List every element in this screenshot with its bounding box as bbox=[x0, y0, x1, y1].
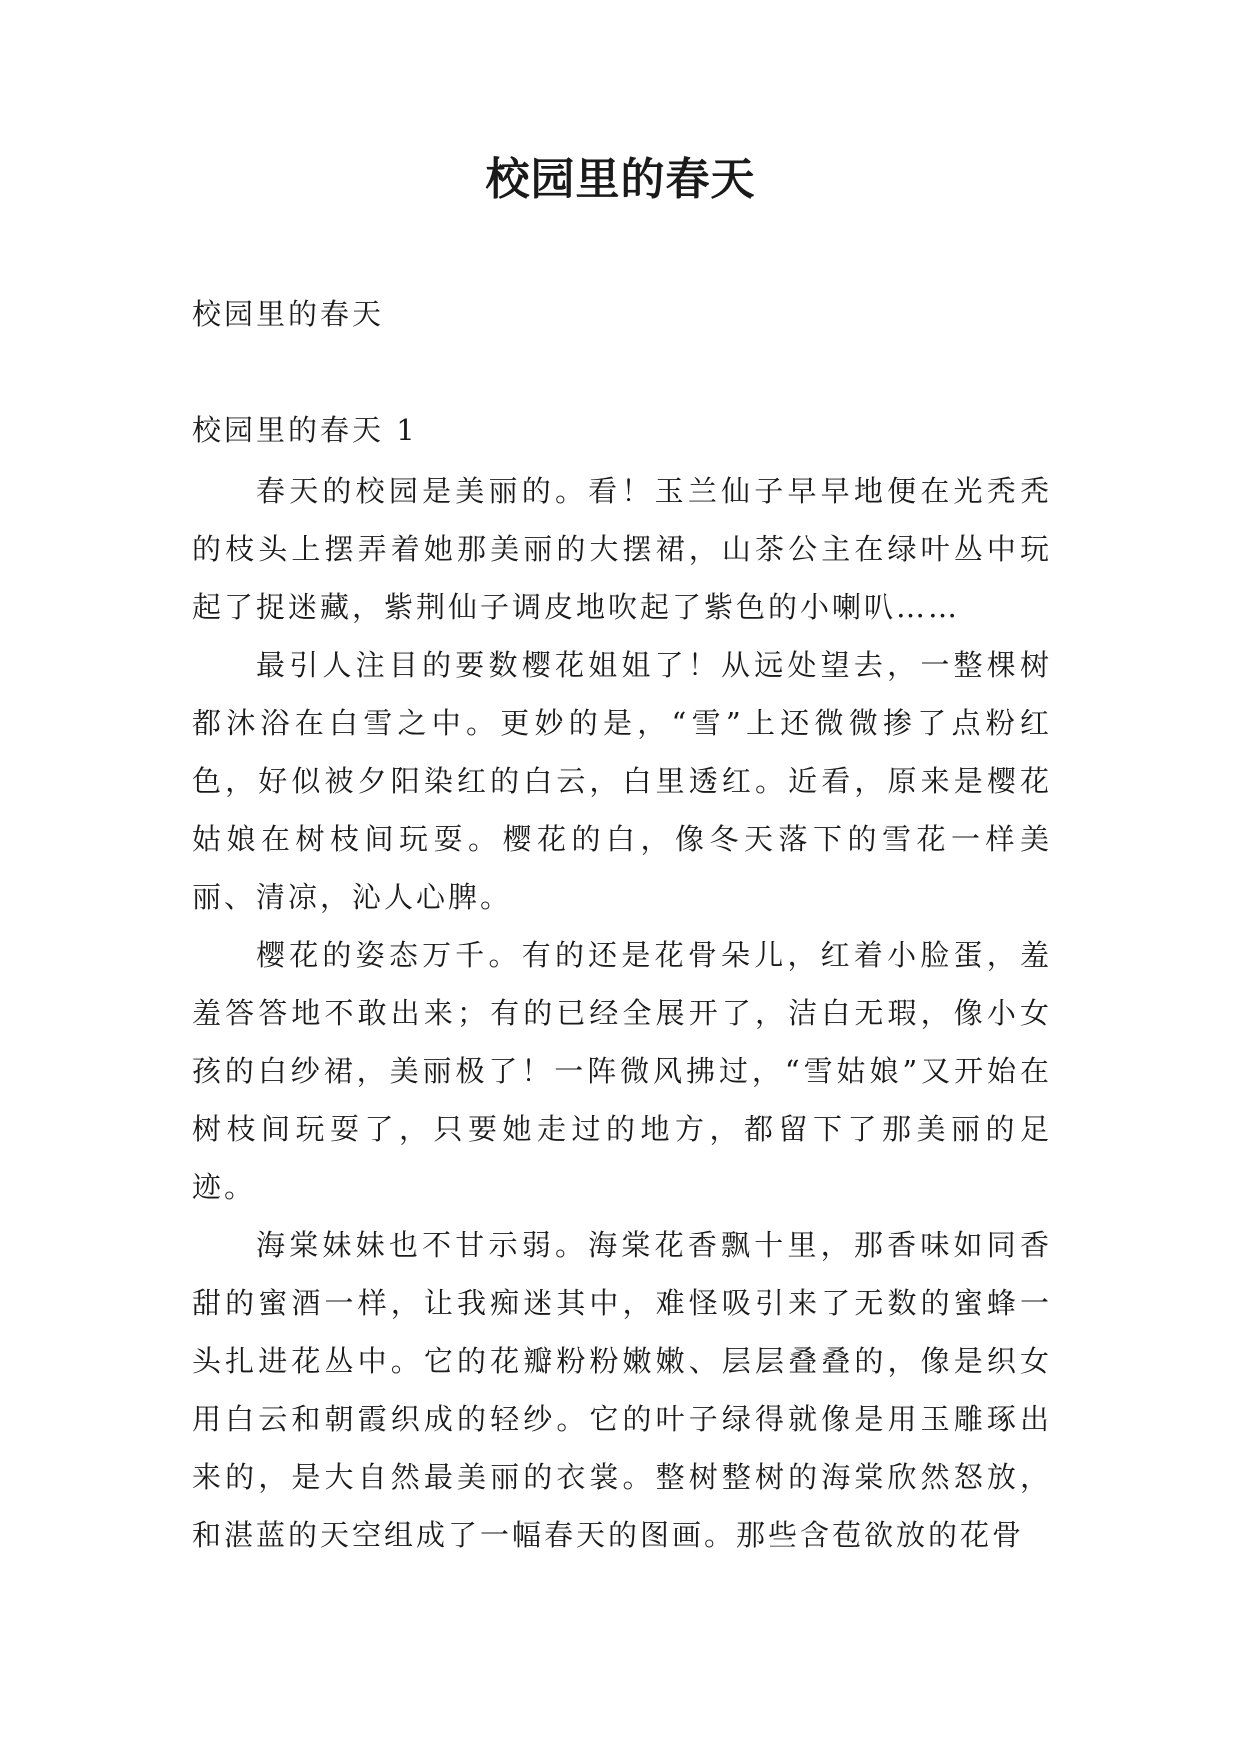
paragraph-1: 春天的校园是美丽的。看！玉兰仙子早早地便在光秃秃的枝头上摆弄着她那美丽的大摆裙，山茶公主在绿叶丛中玩起了捉迷藏，紫荆仙子调皮地吹起了紫色的小喇叭…… bbox=[192, 474, 1052, 624]
paragraph-4: 海棠妹妹也不甘示弱。海棠花香飘十里，那香味如同香甜的蜜酒一样，让我痴迷其中，难怪吸引来了无数的蜜蜂一头扎进花丛中。它的花瓣粉粉嫩嫩、层层叠叠的，像是织女用白云和朝霞织成的轻纱。它的叶子绿得就像是用玉雕琢出来的，是大自然最美丽的衣裳。整树整树的海棠欣然怒放，和湛蓝的天空组成了一幅春天的图画。那些含苞欲放的花骨 bbox=[192, 1228, 1052, 1552]
document-title: 校园里的春天 bbox=[485, 154, 756, 205]
article-body bbox=[192, 462, 1052, 1564]
paragraph-3: 樱花的姿态万千。有的还是花骨朵儿，红着小脸蛋，羞羞答答地不敢出来；有的已经全展开了，洁白无瑕，像小女孩的白纱裙，美丽极了！一阵微风拂过，“雪姑娘”又开始在树枝间玩耍了，只要她走过的地方，都留下了那美丽的足迹。 bbox=[192, 938, 1052, 1204]
section-heading: 校园里的春天 1 bbox=[192, 413, 418, 447]
paragraph-2: 最引人注目的要数樱花姐姐了！从远处望去，一整棵树都沐浴在白雪之中。更妙的是，“雪”上还微微掺了点粉红色，好似被夕阳染红的白云，白里透红。近看，原来是樱花姑娘在树枝间玩耍。樱花的白，像冬天落下的雪花一样美丽、清凉，沁人心脾。 bbox=[192, 648, 1052, 914]
document-subtitle: 校园里的春天 bbox=[192, 297, 385, 331]
